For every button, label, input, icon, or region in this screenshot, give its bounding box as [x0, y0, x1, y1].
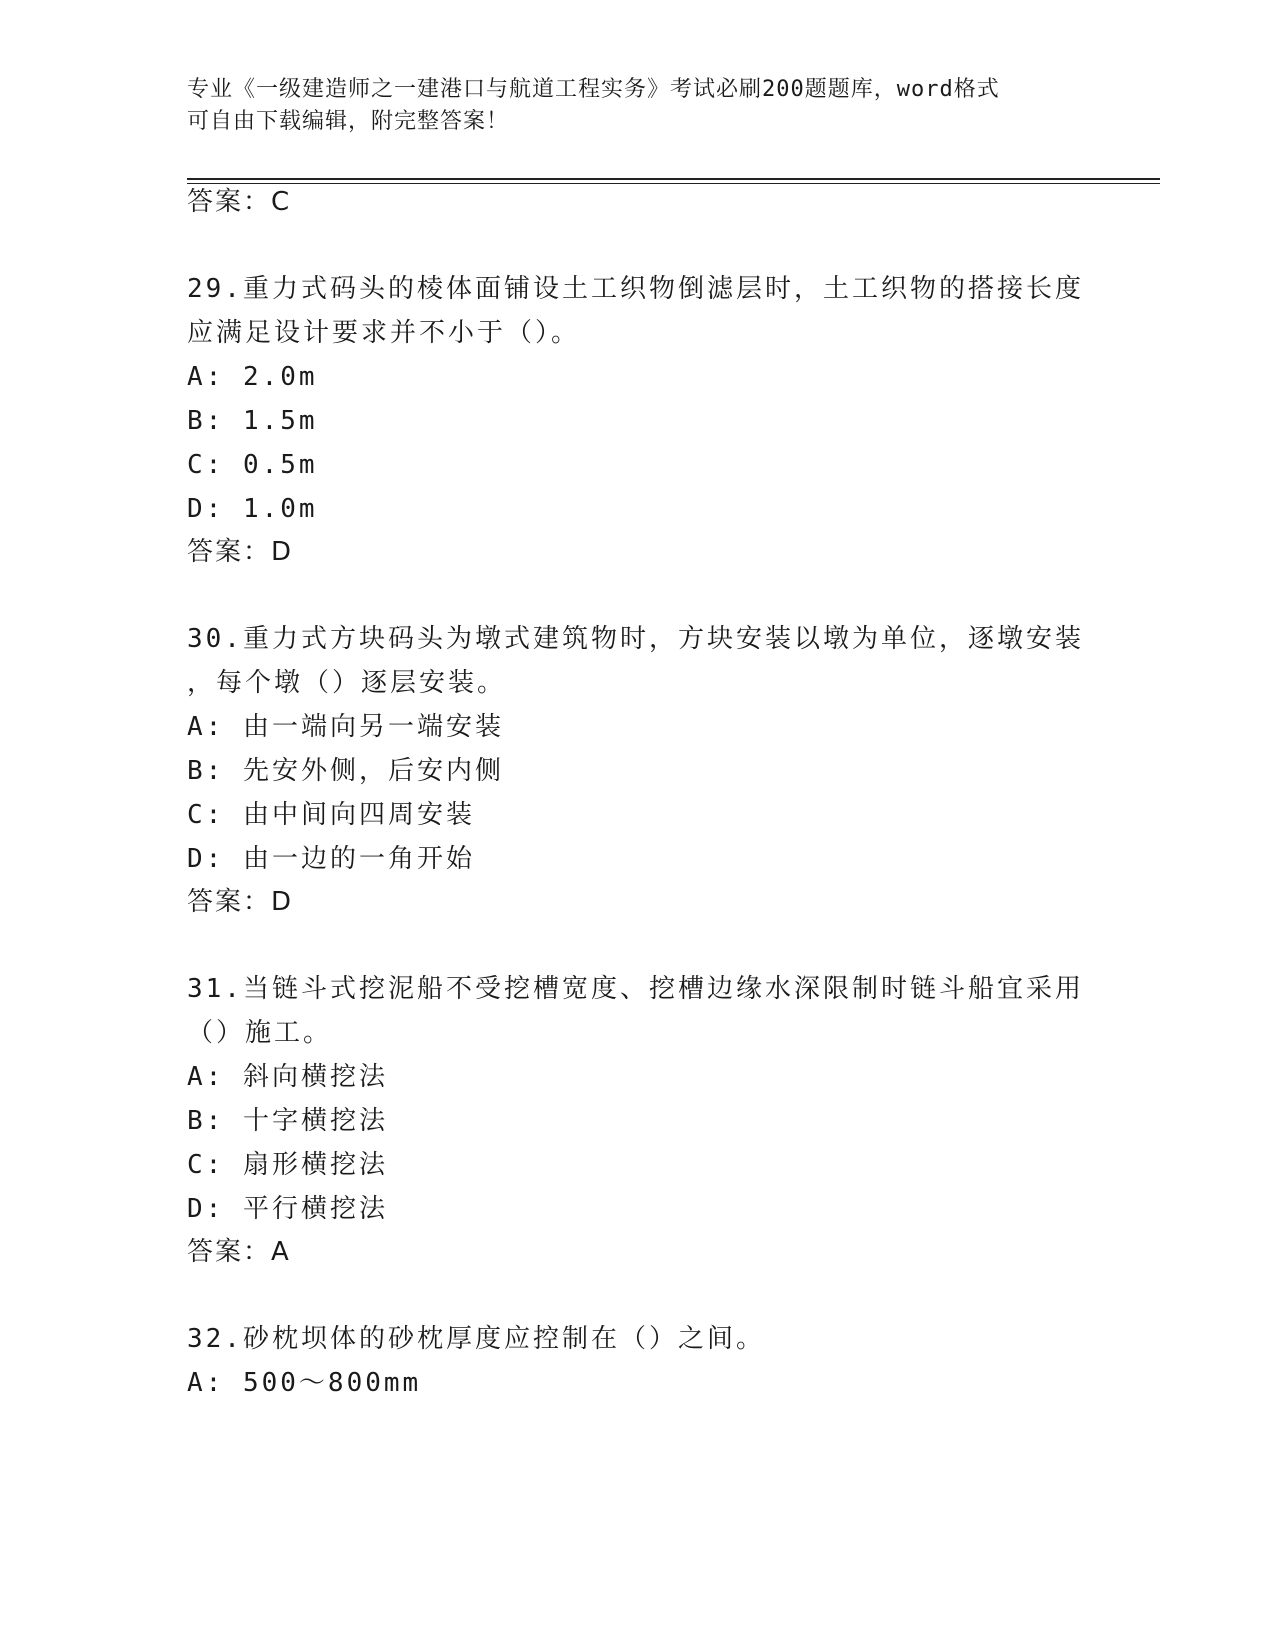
question-31-option-b: B: 十字横挖法 [187, 1106, 388, 1136]
header-line-1: 专业《一级建造师之一建港口与航道工程实务》考试必刷200题题库，word格式 [187, 77, 1000, 102]
header-divider-thin [187, 183, 1160, 184]
question-29-option-d: D: 1.0m [187, 494, 318, 524]
question-29-answer: 答案：D [187, 537, 294, 567]
question-31-stem-line-2: （）施工。 [187, 1018, 333, 1048]
question-30-option-c: C: 由中间向四周安装 [187, 800, 475, 830]
question-31-option-a: A: 斜向横挖法 [187, 1062, 388, 1092]
answer-28: 答案：C [187, 187, 292, 217]
question-29-option-b: B: 1.5m [187, 406, 318, 436]
question-29-option-c: C: 0.5m [187, 450, 318, 480]
question-31-option-c: C: 扇形横挖法 [187, 1150, 388, 1180]
question-30-option-d: D: 由一边的一角开始 [187, 844, 475, 874]
question-32-stem-line-1: 32.砂枕坝体的砂枕厚度应控制在（）之间。 [187, 1324, 765, 1354]
question-30-option-b: B: 先安外侧，后安内侧 [187, 756, 504, 786]
question-31-answer: 答案：A [187, 1237, 291, 1267]
header-divider-thick [187, 178, 1160, 180]
question-30-stem-line-2: ，每个墩（）逐层安装。 [187, 668, 507, 698]
question-30-option-a: A: 由一端向另一端安装 [187, 712, 504, 742]
question-29-stem-line-1: 29.重力式码头的棱体面铺设土工织物倒滤层时，土工织物的搭接长度 [187, 274, 1084, 304]
question-30-answer: 答案：D [187, 887, 294, 917]
question-29-option-a: A: 2.0m [187, 362, 318, 392]
header-line-2: 可自由下载编辑，附完整答案！ [187, 109, 510, 134]
document-header [187, 74, 1087, 138]
question-31-stem-line-1: 31.当链斗式挖泥船不受挖槽宽度、挖槽边缘水深限制时链斗船宜采用 [187, 974, 1084, 1004]
question-30-stem-line-1: 30.重力式方块码头为墩式建筑物时，方块安装以墩为单位，逐墩安装 [187, 624, 1084, 654]
question-29-stem-line-2: 应满足设计要求并不小于（）。 [187, 318, 581, 348]
question-31-option-d: D: 平行横挖法 [187, 1194, 388, 1224]
question-32-option-a: A: 500～800mm [187, 1368, 422, 1398]
